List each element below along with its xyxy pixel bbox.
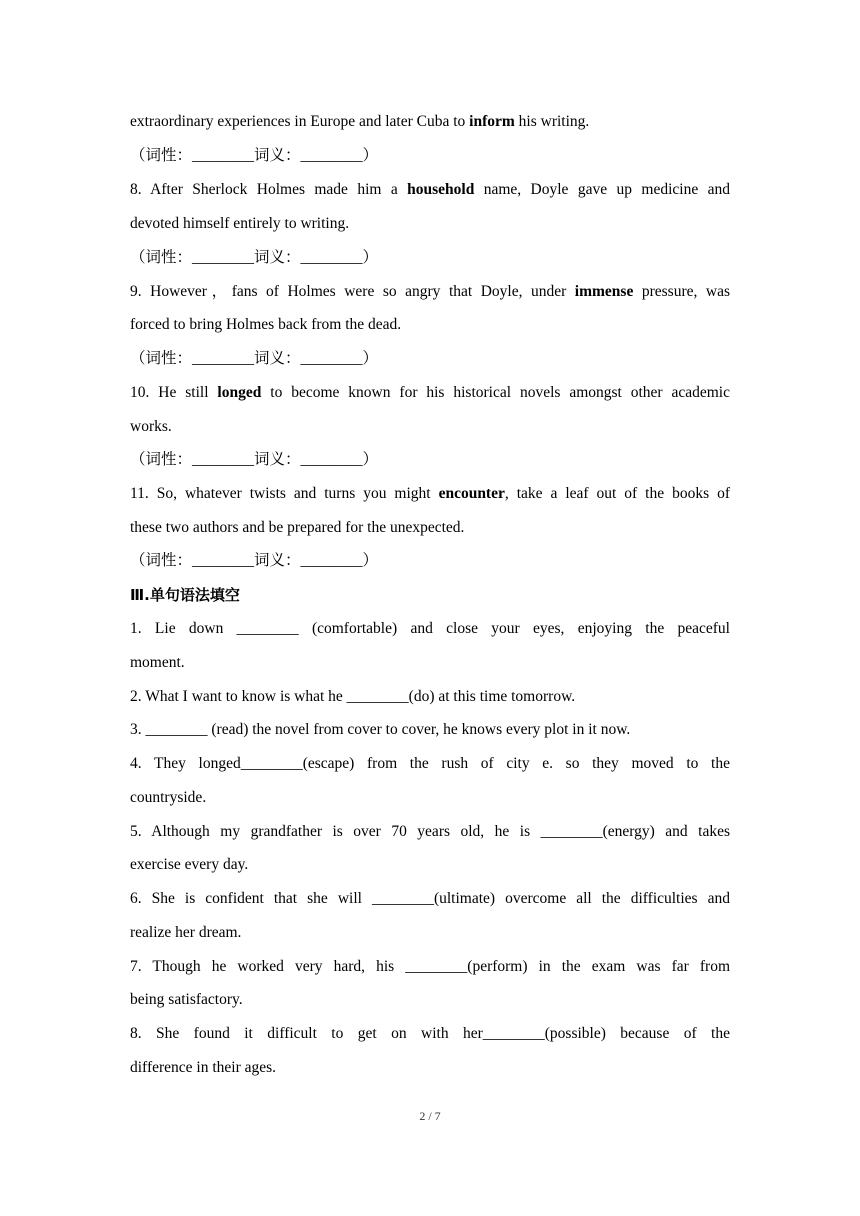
item8-line2: devoted himself entirely to writing. — [130, 215, 350, 232]
blank-prompt: （词性：________词义：________） — [130, 249, 379, 266]
keyword-inform: inform — [469, 113, 515, 130]
blank-prompt: （词性：________词义：________） — [130, 350, 379, 367]
item11-line1: 11. So, whatever twists and turns you might encounter, take a leaf out of the books of — [130, 485, 730, 502]
question-2: 2. What I want to know is what he ________(do) at this time tomorrow. — [130, 688, 576, 705]
keyword-immense: immense — [574, 283, 634, 300]
page-number: 2 / 7 — [419, 1109, 441, 1123]
question-4-line2: countryside. — [130, 789, 207, 806]
question-4-line1: 4. They longed________(escape) from the rush of city e. so they moved to the — [130, 755, 730, 772]
keyword-encounter: encounter — [438, 485, 505, 502]
question-6-line1: 6. She is confident that she will ________(ultimate) overcome all the difficulties and — [130, 890, 730, 907]
question-8-line2: difference in their ages. — [130, 1059, 277, 1076]
keyword-longed: longed — [217, 384, 262, 401]
question-7-line2: being satisfactory. — [130, 991, 243, 1008]
question-5-line2: exercise every day. — [130, 856, 249, 873]
section-heading: Ⅲ.单句语法填空 — [130, 586, 240, 604]
question-5-line1: 5. Although my grandfather is over 70 years old, he is ________(energy) and takes — [130, 823, 730, 840]
blank-prompt: （词性：________词义：________） — [130, 451, 379, 468]
item9-line2: forced to bring Holmes back from the dead. — [130, 316, 402, 333]
question-8-line1: 8. She found it difficult to get on with her________(possible) because of the — [130, 1025, 730, 1042]
question-6-line2: realize her dream. — [130, 924, 242, 941]
item11-line2: these two authors and be prepared for the unexpected. — [130, 519, 465, 536]
item8-line1: 8. After Sherlock Holmes made him a household name, Doyle gave up medicine and — [130, 181, 730, 198]
question-3: 3. ________ (read) the novel from cover to cover, he knows every plot in it now. — [130, 721, 631, 738]
question-1-line2: moment. — [130, 654, 185, 671]
blank-prompt: （词性：________词义：________） — [130, 552, 379, 569]
item10-line1: 10. He still longed to become known for his historical novels amongst other academic — [130, 384, 730, 401]
item9-line1: 9. However，fans of Holmes were so angry that Doyle, under immense pressure, was — [130, 283, 730, 300]
item10-line2: works. — [130, 418, 172, 435]
keyword-household: household — [407, 181, 475, 198]
item7-tail: extraordinary experiences in Europe and later Cuba to inform his writing. — [130, 113, 590, 130]
blank-prompt: （词性：________词义：________） — [130, 147, 379, 164]
question-7-line1: 7. Though he worked very hard, his ________(perform) in the exam was far from — [130, 958, 730, 975]
question-1-line1: 1. Lie down ________ (comfortable) and close your eyes, enjoying the peaceful — [130, 620, 730, 637]
